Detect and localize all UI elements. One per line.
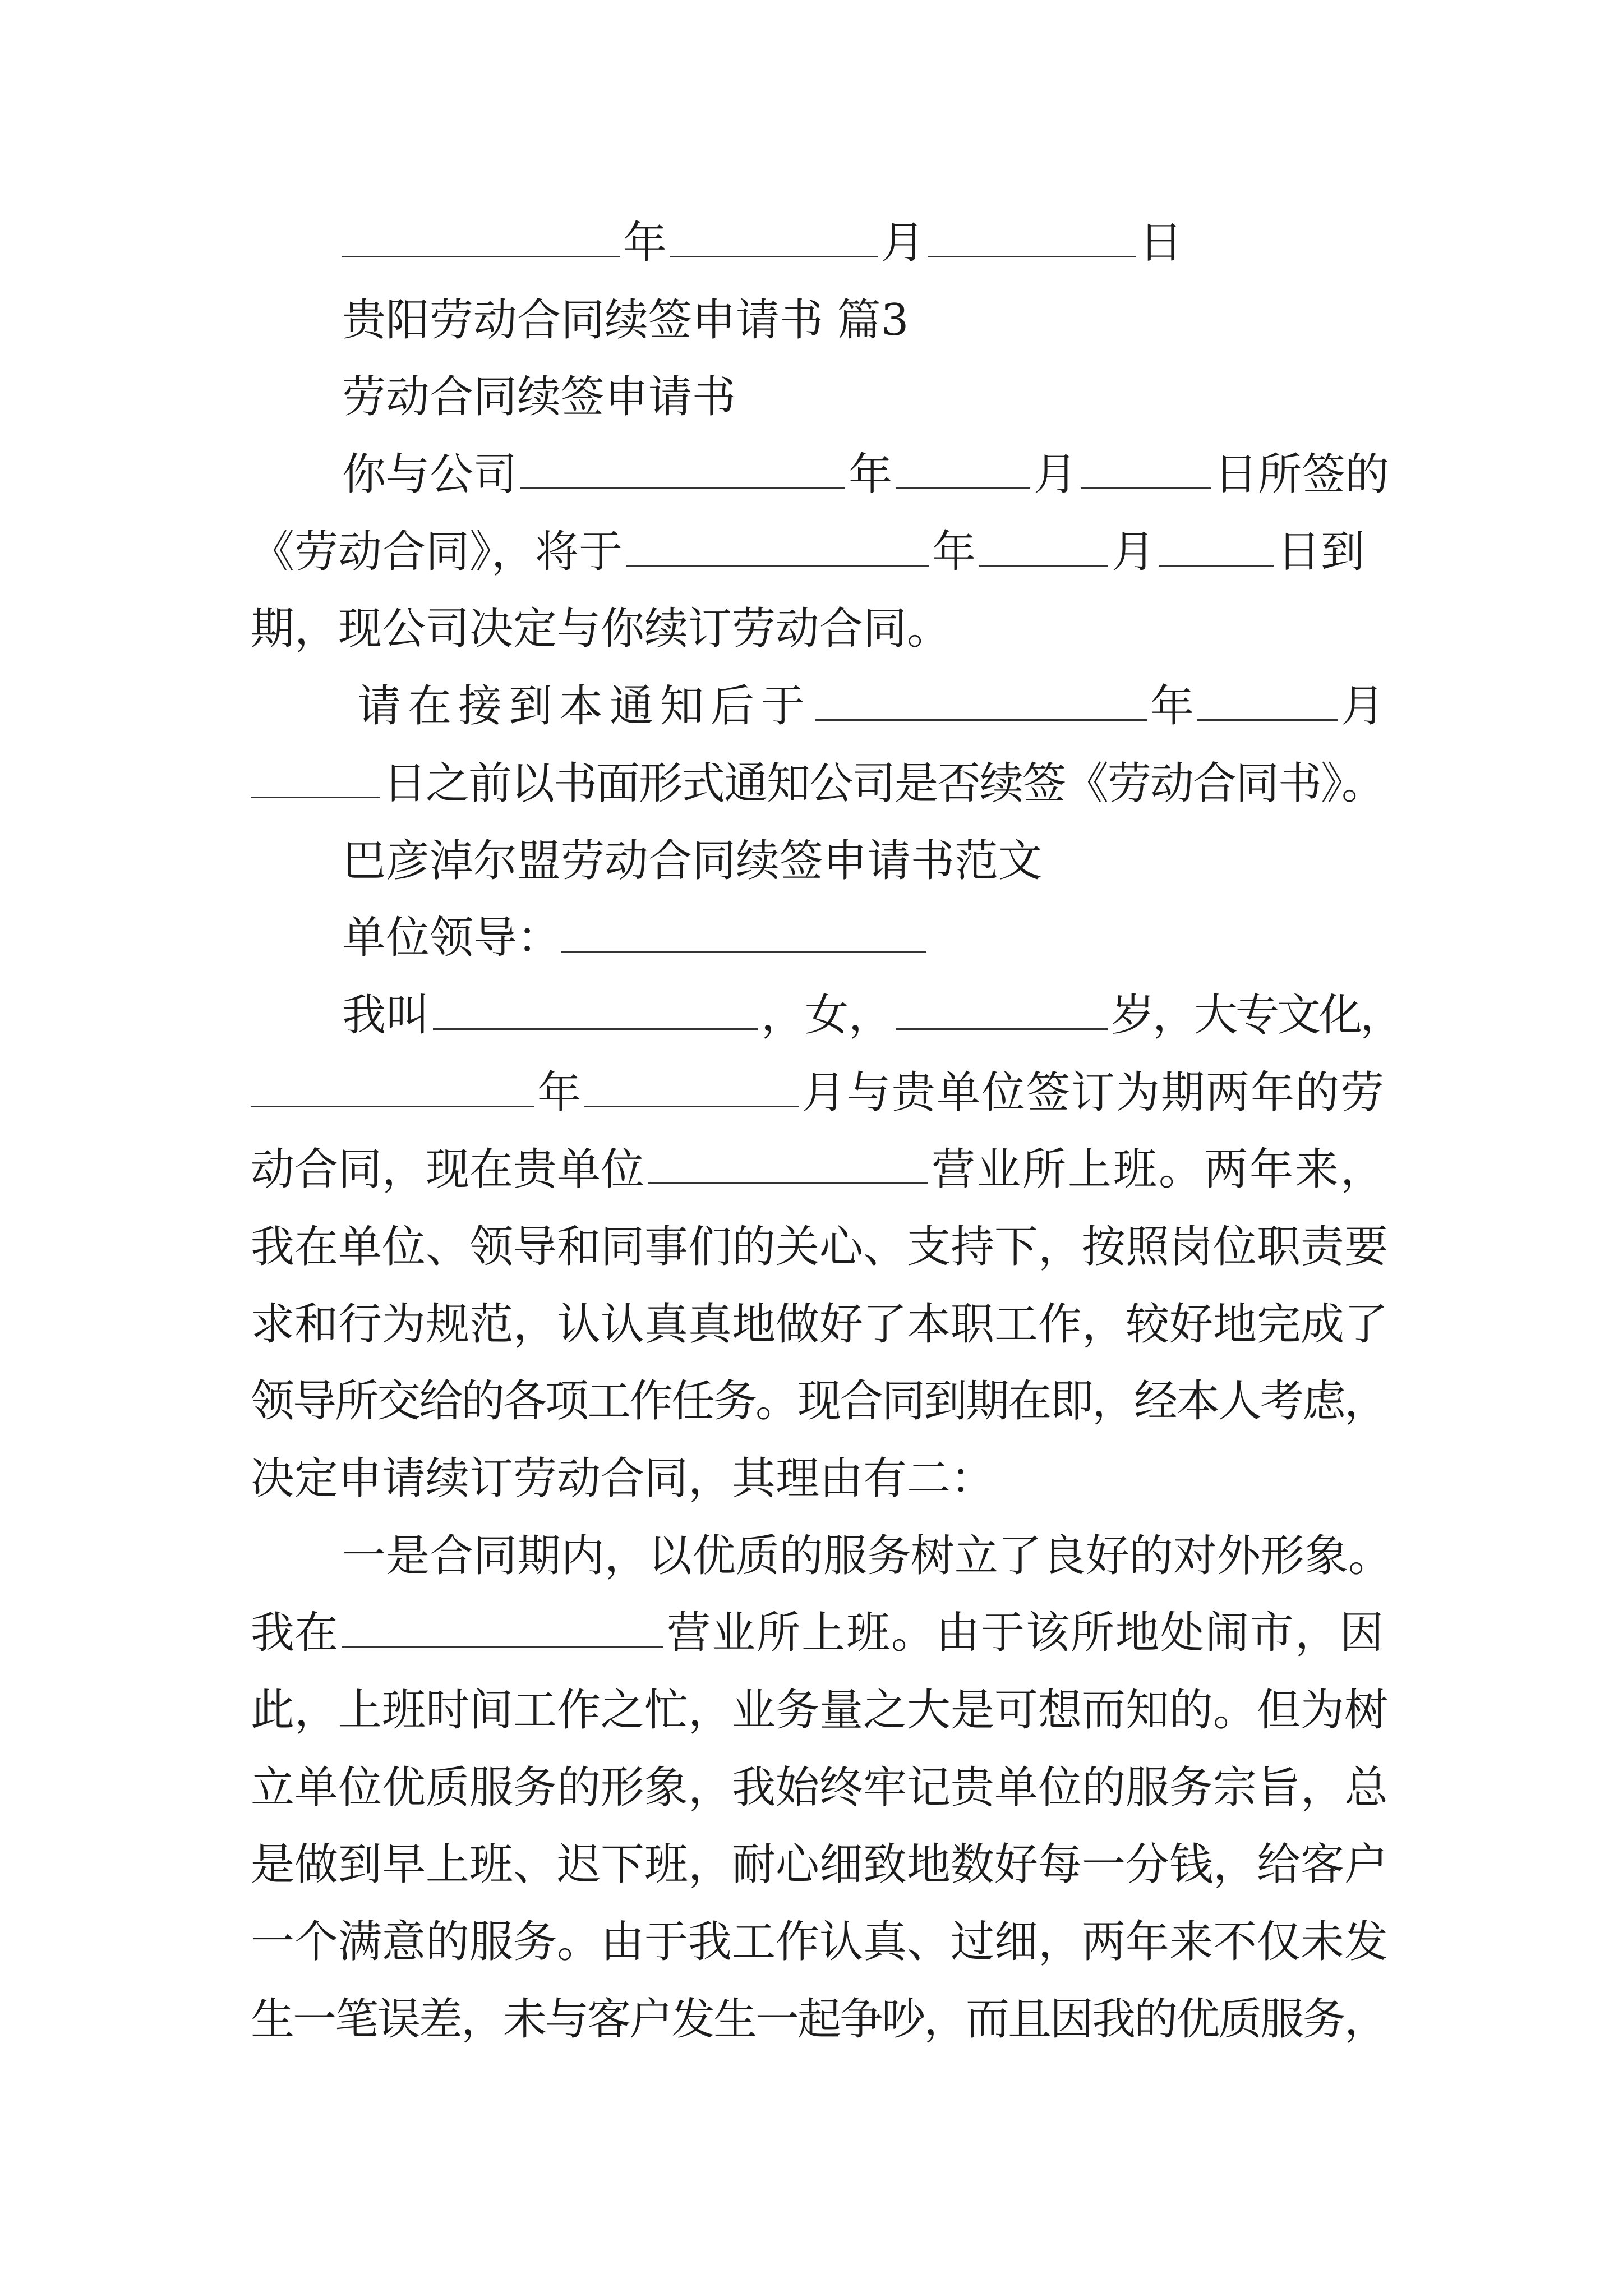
line-text: 月 [1341, 681, 1385, 732]
line-text: 动合同，现在贵单位 [251, 1144, 645, 1195]
fill-in-blank [1197, 685, 1338, 721]
line-text: 营业所上班。由于该所地处闹市，因 [667, 1608, 1385, 1659]
line-text: 年 [849, 449, 893, 500]
day-label: 日 [1139, 218, 1183, 268]
doc-line [251, 436, 1390, 514]
fill-in-blank [520, 454, 845, 489]
doc-line [251, 514, 1387, 591]
doc-line [251, 1363, 1387, 1441]
fill-in-blank [648, 1149, 928, 1184]
doc-line [251, 1826, 1387, 1904]
line-text: 生一笔误差，未与客户发生一起争吵，而且因我的优质服务， [251, 1994, 1387, 2045]
fill-in-blank [584, 1072, 799, 1107]
line-text: 我在 [251, 1608, 339, 1659]
section-heading-text: 贵阳劳动合同续签申请书 篇3 [342, 295, 909, 346]
doc-line [251, 1518, 1393, 1595]
salutation-text: 单位领导： [342, 913, 561, 964]
fill-in-blank [815, 685, 1147, 721]
line-text: 月与贵单位签订为期两年的劳 [802, 1067, 1386, 1118]
sample-title-text: 巴彦淖尔盟劳动合同续签申请书范文 [342, 835, 1043, 886]
fill-in-blank [251, 763, 380, 798]
doc-line [251, 1441, 1387, 1518]
line-text: ，女， [761, 990, 893, 1041]
doc-line [251, 1672, 1387, 1750]
fill-in-blank [626, 531, 929, 567]
fill-in-blank [342, 1612, 663, 1648]
line-text: 一是合同期内，以优质的服务树立了良好的对外形象。 [342, 1530, 1393, 1581]
fill-in-blank [979, 531, 1108, 567]
doc-line [251, 1055, 1387, 1132]
doc-line [251, 1981, 1387, 2059]
line-text: 日之前以书面形式通知公司是否续签《劳动合同书》。 [383, 758, 1385, 809]
doc-line [251, 591, 1387, 668]
fill-in-blank [896, 454, 1030, 489]
sample-title [251, 823, 1387, 900]
line-text: 岁，大专文化， [1111, 990, 1402, 1041]
doc-line [251, 1595, 1387, 1672]
line-text: 《劳动合同》，将于 [251, 526, 623, 577]
line-text: 是做到早上班、迟下班，耐心细致地数好每一分钱，给客户 [251, 1839, 1389, 1890]
section-heading [251, 282, 1387, 360]
line-text: 你与公司 [342, 449, 518, 500]
notice-title [251, 359, 1387, 436]
doc-line [251, 668, 1387, 746]
date-line [251, 205, 1387, 282]
line-text: 年 [932, 526, 976, 577]
line-text: 年 [537, 1067, 582, 1118]
salutation [251, 900, 1387, 977]
doc-line [251, 977, 1402, 1055]
fill-in-blank [1159, 531, 1274, 567]
line-text: 日到 [1277, 526, 1365, 577]
line-text: 期，现公司决定与你续订劳动合同。 [251, 604, 951, 655]
line-text: 一个满意的服务。由于我工作认真、过细，两年来不仅未发 [251, 1917, 1389, 1968]
line-text: 日所签的 [1214, 449, 1390, 500]
year-blank [342, 222, 620, 257]
notice-title-text: 劳动合同续签申请书 [342, 372, 736, 423]
line-text: 求和行为规范，认认真真地做好了本职工作，较好地完成了 [251, 1299, 1389, 1350]
line-text: 我在单位、领导和同事们的关心、支持下，按照岗位职责要 [251, 1221, 1389, 1272]
line-text: 月 [1034, 449, 1078, 500]
doc-line [251, 1131, 1387, 1209]
line-text: 立单位优质服务的形象，我始终牢记贵单位的服务宗旨，总 [251, 1762, 1389, 1813]
doc-line [251, 1209, 1387, 1286]
doc-line [251, 1750, 1387, 1827]
fill-in-blank [251, 1072, 534, 1107]
fill-in-blank [433, 995, 758, 1030]
doc-line [251, 746, 1387, 823]
document-page [251, 205, 1402, 2059]
year-label: 年 [623, 218, 667, 268]
line-text: 年 [1150, 681, 1195, 732]
month-blank [670, 222, 878, 257]
month-label: 月 [881, 218, 925, 268]
doc-line [251, 1286, 1387, 1364]
line-text: 决定申请续订劳动合同，其理由有二： [251, 1453, 995, 1504]
line-text: 我叫 [342, 990, 430, 1041]
line-text: 月 [1112, 526, 1156, 577]
line-text: 此，上班时间工作之忙，业务量之大是可想而知的。但为树 [251, 1685, 1389, 1736]
line-text: 营业所上班。两年来， [932, 1144, 1386, 1195]
fill-in-blank [896, 995, 1108, 1030]
day-blank [928, 222, 1136, 257]
fill-in-blank [561, 917, 926, 953]
fill-in-blank [1081, 454, 1211, 489]
line-text: 请在接到本通知后于 [357, 681, 812, 732]
doc-line [251, 1904, 1387, 1981]
line-text: 领导所交给的各项工作任务。现合同到期在即，经本人考虑， [251, 1376, 1387, 1427]
